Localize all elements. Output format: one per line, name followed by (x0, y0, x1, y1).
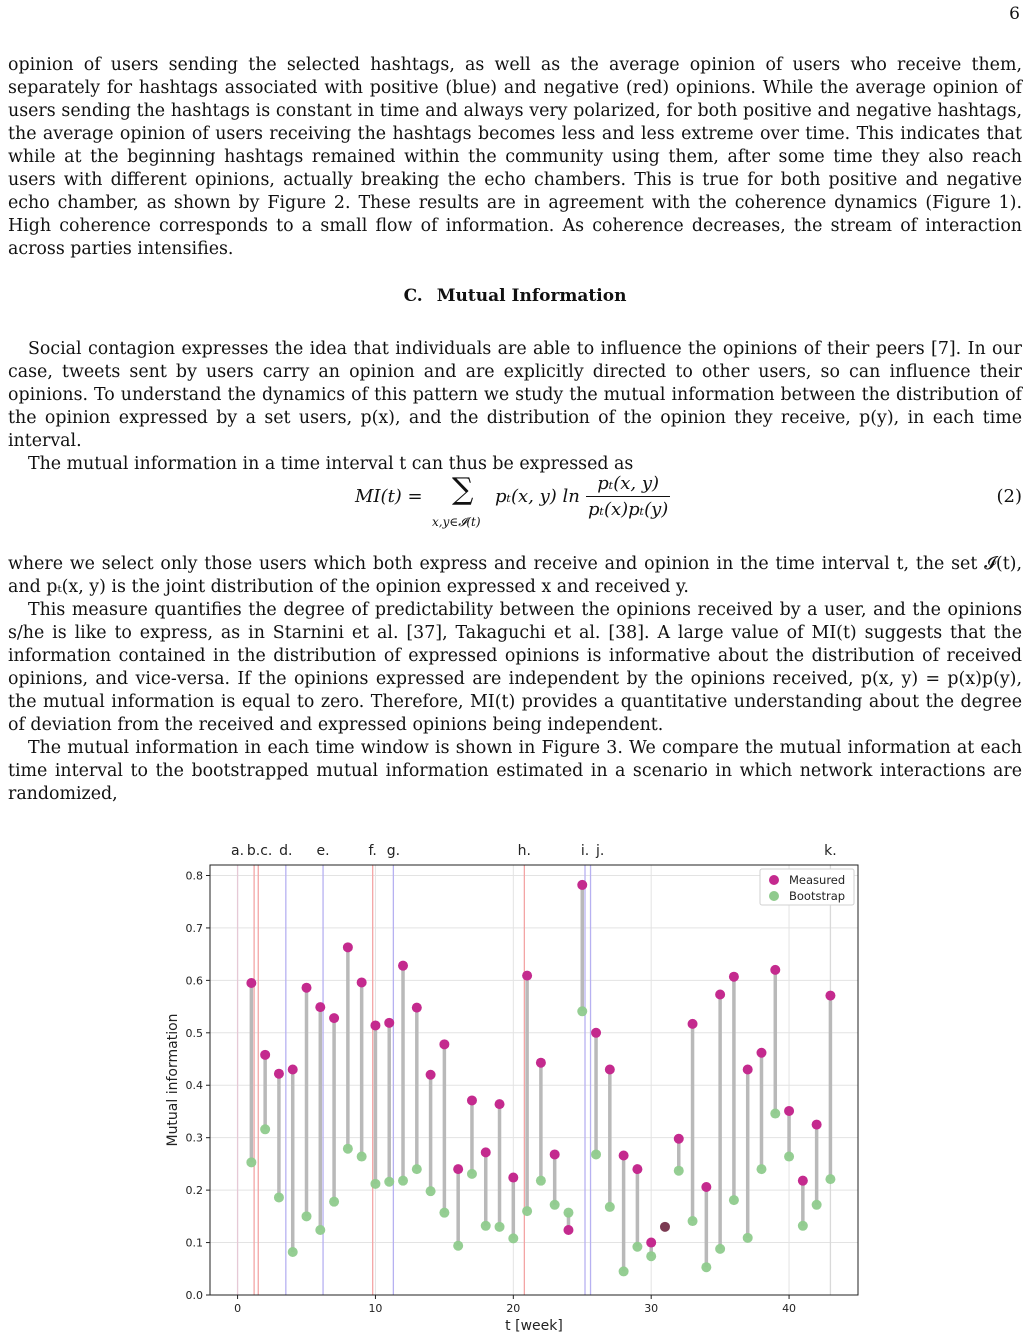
bootstrap-point (246, 1157, 256, 1167)
bootstrap-point (563, 1208, 573, 1218)
bootstrap-point (343, 1144, 353, 1154)
event-label: g. (386, 843, 401, 859)
x-tick-label: 30 (644, 1302, 659, 1315)
measured-point (439, 1039, 449, 1049)
equation-lhs: MI(t) = (355, 486, 423, 507)
measured-point (688, 1019, 698, 1029)
measured-point (508, 1173, 518, 1183)
bootstrap-point (370, 1179, 380, 1189)
bootstrap-point (302, 1211, 312, 1221)
figure-3-chart (150, 820, 870, 1340)
event-label: d. (279, 843, 293, 859)
equation-number: (2) (996, 486, 1022, 507)
equation-denominator: pₜ(x)pₜ(y) (588, 499, 669, 520)
paragraph-2 (8, 338, 1022, 476)
bootstrap-point (508, 1233, 518, 1243)
measured-point (453, 1164, 463, 1174)
bootstrap-point (798, 1221, 808, 1231)
equation-2 (0, 470, 1030, 534)
measured-point (536, 1058, 546, 1068)
equation-numerator: pₜ(x, y) (597, 473, 660, 494)
legend-label: Measured (789, 873, 846, 887)
mutual-information-chart (150, 820, 870, 1340)
y-tick-label: 0.6 (185, 974, 203, 988)
bootstrap-point (591, 1149, 601, 1159)
measured-point (343, 942, 353, 952)
measured-point (646, 1238, 656, 1248)
bootstrap-point (426, 1186, 436, 1196)
bootstrap-point (701, 1262, 711, 1272)
event-label: k. (824, 843, 837, 859)
bootstrap-point (384, 1177, 394, 1187)
measured-point (577, 880, 587, 890)
x-tick-label: 0 (234, 1302, 242, 1315)
bootstrap-point (260, 1124, 270, 1134)
bootstrap-point (812, 1200, 822, 1210)
bootstrap-point (288, 1247, 298, 1257)
bootstrap-point (329, 1197, 339, 1207)
bootstrap-point (412, 1164, 422, 1174)
measured-point (357, 977, 367, 987)
event-label: a. (231, 843, 245, 859)
y-tick-label: 0.1 (185, 1236, 203, 1250)
paragraph-5-text: This measure quantifies the degree of predictability between the opinions received by a user, and the opinions s/he is like to express, as in Starnini et al. [37], Takaguchi et al. [38]. A large value of MI(t) suggests that the information contained in the distribution of expressed opinions is informative about the distribution of received opinions, and vice-versa. If the opinions expressed are independent by the opinions received, p(x, y) = p(x)p(y), the mutual information is equal to zero. Therefore, MI(t) provides a quantitative understanding about the degree of deviation from the received and expressed opinions being independent. (8, 600, 1022, 735)
section-heading (0, 286, 1030, 306)
bootstrap-point (357, 1152, 367, 1162)
y-tick-label: 0.5 (185, 1026, 203, 1040)
measured-point (246, 978, 256, 988)
y-tick-label: 0.4 (185, 1079, 203, 1093)
measured-point (563, 1225, 573, 1235)
measured-point (481, 1147, 491, 1157)
y-tick-label: 0.3 (185, 1131, 203, 1145)
bootstrap-point (522, 1206, 532, 1216)
measured-point (329, 1013, 339, 1023)
y-tick-label: 0.7 (185, 921, 203, 935)
bootstrap-point (577, 1006, 587, 1016)
legend-marker (769, 891, 779, 901)
event-label: i. (580, 843, 590, 859)
paragraph-6-text: The mutual information in each time window is shown in Figure 3. We compare the mutual information at each time interval to the bootstrapped mutual information estimated in a scenario in which network interactions are randomized, (8, 738, 1022, 804)
bootstrap-point (825, 1174, 835, 1184)
measured-point (550, 1149, 560, 1159)
measured-point (756, 1048, 766, 1058)
measured-point (260, 1050, 270, 1060)
measured-point (522, 971, 532, 981)
fraction-bar (586, 496, 670, 497)
bootstrap-point (453, 1241, 463, 1251)
equation-term: pₜ(x, y) ln (495, 486, 580, 507)
measured-point (495, 1099, 505, 1109)
bootstrap-point (495, 1222, 505, 1232)
bootstrap-point (646, 1251, 656, 1261)
measured-point (274, 1069, 284, 1079)
bootstrap-point (536, 1176, 546, 1186)
event-label: b.c. (246, 843, 273, 859)
measured-point (370, 1020, 380, 1030)
bootstrap-point (756, 1164, 766, 1174)
y-axis-label: Mutual information (165, 1013, 181, 1147)
equation-sum-subscript: x,y∈𝓘(t) (432, 515, 481, 529)
measured-point (426, 1070, 436, 1080)
bootstrap-point (715, 1244, 725, 1254)
legend-marker (769, 875, 779, 885)
x-axis-label: t [week] (505, 1318, 563, 1334)
measured-point (784, 1106, 794, 1116)
page-number: 6 (1009, 4, 1020, 24)
paragraph-1 (8, 54, 1022, 261)
paragraph-3-text: The mutual information in a time interval t can thus be expressed as (28, 454, 634, 474)
equation-sum-symbol: ∑ (452, 472, 474, 507)
x-tick-label: 20 (506, 1302, 521, 1315)
section-title: Mutual Information (436, 286, 627, 306)
measured-point (619, 1151, 629, 1161)
bootstrap-point (315, 1225, 325, 1235)
bootstrap-point (439, 1208, 449, 1218)
measured-point (315, 1002, 325, 1012)
bootstrap-point (674, 1166, 684, 1176)
bootstrap-point (550, 1200, 560, 1210)
measured-point (384, 1018, 394, 1028)
measured-point (715, 990, 725, 1000)
measured-point (660, 1222, 670, 1232)
bootstrap-point (688, 1216, 698, 1226)
x-tick-label: 40 (782, 1302, 797, 1315)
bootstrap-point (605, 1202, 615, 1212)
measured-point (770, 965, 780, 975)
bootstrap-point (743, 1233, 753, 1243)
bootstrap-point (398, 1176, 408, 1186)
measured-point (825, 991, 835, 1001)
bootstrap-point (467, 1169, 477, 1179)
section-number: C. (403, 286, 423, 306)
y-tick-label: 0.2 (185, 1184, 203, 1198)
paragraph-2-text: Social contagion expresses the idea that individuals are able to influence the opinions of their peers [7]. In our case, tweets sent by users carry an opinion and are explicitly directed to other users, so can influence their opinions. To understand the dynamics of this pattern we study the mutual information between the distribution of the opinion expressed by a set users, p(x), and the distribution of the opinion they receive, p(y), in each time interval. (8, 339, 1022, 451)
paragraph-4 (8, 553, 1022, 806)
measured-point (288, 1065, 298, 1075)
bootstrap-point (770, 1109, 780, 1119)
x-tick-label: 10 (368, 1302, 383, 1315)
measured-point (398, 961, 408, 971)
y-tick-label: 0.8 (185, 869, 203, 883)
y-tick-label: 0.0 (185, 1289, 203, 1302)
measured-point (605, 1065, 615, 1075)
bootstrap-point (729, 1195, 739, 1205)
equation-fraction (586, 473, 670, 520)
measured-point (701, 1182, 711, 1192)
bootstrap-point (481, 1221, 491, 1231)
measured-point (591, 1028, 601, 1038)
event-label: e. (316, 843, 330, 859)
measured-point (632, 1164, 642, 1174)
measured-point (812, 1120, 822, 1130)
legend-label: Bootstrap (789, 889, 846, 903)
event-label: f. (368, 843, 377, 859)
event-label: h. (517, 843, 532, 859)
bootstrap-point (632, 1242, 642, 1252)
event-label: j. (596, 843, 605, 859)
measured-point (743, 1065, 753, 1075)
bootstrap-point (274, 1192, 284, 1202)
measured-point (729, 972, 739, 982)
paragraph-1-text: opinion of users sending the selected hashtags, as well as the average opinion of users who receive them, separately for hashtags associated with positive (blue) and negative (red) opinions. While the average opinion of users sending the hashtags is constant in time and always very polarized, for both positive and negative hashtags, the average opinion of users receiving the hashtags becomes less and less extreme over time. This indicates that while at the beginning hashtags remained within the community using them, after some time they also reach users with different opinions, actually breaking the echo chambers. This is true for both positive and negative echo chamber, as shown by Figure 2. These results are in agreement with the coherence dynamics (Figure 1). High coherence corresponds to a small flow of information. As coherence decreases, the stream of interaction across parties intensifies. (8, 55, 1022, 259)
paragraph-4-text: where we select only those users which both express and receive and opinion in the time interval t, the set 𝓘(t), and pₜ(x, y) is the joint distribution of the opinion expressed x and received y. (8, 554, 1022, 597)
bootstrap-point (619, 1266, 629, 1276)
measured-point (674, 1134, 684, 1144)
measured-point (467, 1095, 477, 1105)
bootstrap-point (784, 1152, 794, 1162)
measured-point (412, 1003, 422, 1013)
measured-point (798, 1176, 808, 1186)
measured-point (302, 983, 312, 993)
